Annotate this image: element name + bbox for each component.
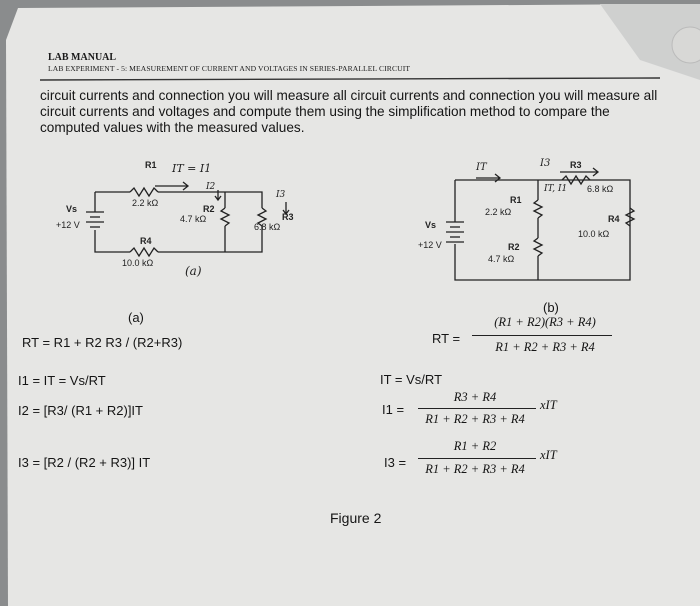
formula-a-i3: I3 = [R2 / (R2 + R3)] IT [18,455,151,470]
formula-b-label: (b) [543,300,559,315]
r1-value-b: 2.2 kΩ [485,207,512,217]
r2-value-a: 4.7 kΩ [180,214,207,224]
formula-b-i3-mult: xIT [540,448,557,462]
formula-a-label: (a) [128,310,144,325]
r4-value-b: 10.0 kΩ [578,229,610,239]
formula-a-rt: RT = R1 + R2 R3 / (R2+R3) [22,335,183,350]
r2-label-a: R2 [203,204,215,214]
formula-b-i3-den: R1 + R2 + R3 + R4 [425,462,525,476]
formula-b-rt-bar [472,335,612,336]
formula-a-i2: I2 = [R3/ (R1 + R2)]IT [18,403,143,418]
formula-b-i3-num: R1 + R2 [453,439,497,453]
r2-resistor-b [534,238,542,256]
r4-label-b: R4 [608,214,620,224]
r2-value-b: 4.7 kΩ [488,254,515,264]
formula-b-rt-lhs: RT = [432,331,461,346]
formula-b-it: IT = Vs/RT [380,372,443,387]
figure-caption: Figure 2 [330,510,382,526]
vs-value-b: +12 V [418,240,442,250]
i1-label-b: IT, I1 [544,184,568,194]
i2-label-a: I2 [206,182,216,192]
r2-label-b: R2 [508,242,520,252]
formula-b-i3-bar [418,458,536,459]
r1-value-a: 2.2 kΩ [132,198,159,208]
formula-b-i3-lhs: I3 = [384,455,407,470]
i3-label-b: I3 [540,158,551,169]
formula-b-rt-num: (R1 + R2)(R3 + R4) [494,315,596,329]
formula-b-rt-den: R1 + R2 + R3 + R4 [495,340,595,354]
vs-value-a: +12 V [56,220,80,230]
vs-label-b: Vs [425,220,437,230]
r1-label-b: R1 [510,195,522,205]
experiment-title: LAB EXPERIMENT - 5: MEASUREMENT OF CURRENT AND VOLTAGES IN SERIES-PARALLEL CIRCUIT [48,64,411,73]
vs-label-a: Vs [66,204,78,214]
it-label-b: IT [476,162,487,173]
r3-label-b: R3 [570,160,582,170]
r1-resistor-a [130,188,158,196]
r3-value-a: 6.8 kΩ [254,222,281,232]
r1-label-a: R1 [145,160,157,170]
formula-b-i1-den: R1 + R2 + R3 + R4 [425,412,525,426]
i3-label-a: I3 [276,190,286,200]
intro-paragraph: circuit currents and connection you will measure all circuit currents and connection you will measure all circuit currents and voltages and compute them using the simplification method to compare the computed values with the measured values. [40,88,658,135]
r1-resistor-b [534,200,542,218]
r3-value-b: 6.8 kΩ [587,184,614,194]
r3-label-a: R3 [282,212,294,222]
formula-b-i1-num: R3 + R4 [453,390,497,404]
r4-resistor-a [130,248,158,256]
formula-b-i1-bar [418,408,536,409]
r2-resistor-a [221,208,229,226]
hand-label-a: (a) [185,264,202,278]
formula-b-i1-mult: xIT [540,398,557,412]
manual-title: LAB MANUAL [48,52,117,63]
r4-label-a: R4 [140,236,152,246]
formula-b-i1-lhs: I1 = [382,402,405,417]
it-note-a: IT = I1 [172,162,212,175]
formula-a-i1: I1 = IT = Vs/RT [18,373,106,388]
r4-value-a: 10.0 kΩ [122,258,154,268]
